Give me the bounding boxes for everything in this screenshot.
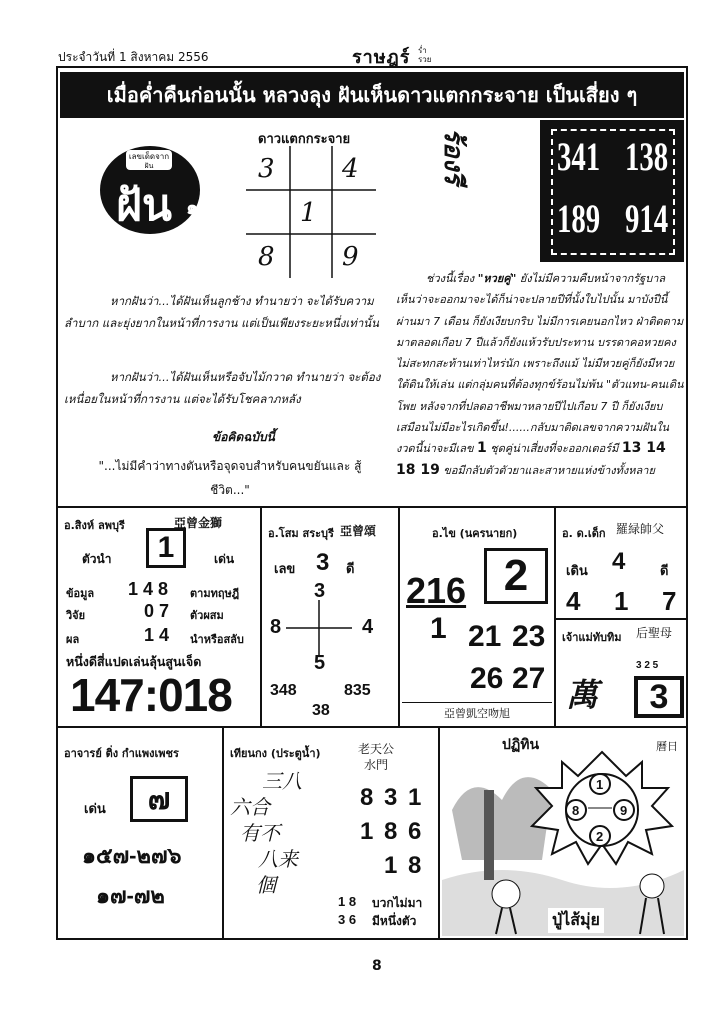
dream-logo-main: ฝัน — [116, 180, 172, 231]
cell6-row-2: ๑๗-๗๒ — [96, 883, 165, 908]
cell1-title: อ.สิงห์ ลพบุรี — [64, 519, 125, 532]
cell2-n2: 835 — [344, 682, 371, 699]
cell7-footer-2-num: 3 6 — [338, 912, 357, 927]
cell7-footer-1-num: 1 8 — [338, 894, 357, 909]
cell8-footer: ปู่ไส้มุ่ย — [548, 908, 604, 933]
dream-logo-small: เลขเด็ดจาก — [128, 152, 170, 161]
star-grid-cell-center: 1 — [300, 198, 317, 228]
article-pairs: 13 14 18 19 — [396, 440, 666, 478]
article-pair-text: ชุดคู่น่าเสี่ยงที่จะออกเตอร์มี — [490, 442, 619, 456]
cell2-n1: 348 — [270, 682, 297, 699]
section-divider-top — [58, 506, 686, 508]
cell1-r3-num: 1 4 — [144, 625, 170, 645]
cell2-number: 3 — [316, 549, 330, 576]
star-grid-title: ดาวแตกกระจาย — [258, 132, 351, 147]
cell8-left: 8 — [572, 803, 580, 818]
dream-paragraph-1: หากฝันว่า...ได้ฝันเห็นลูกช้าง ทำนายว่า จะได้รับความลำบาก และยุ่งยากในหน้าที่การงาน แต่เป็นเพียงระยะหนึ่งเท่านั้น — [64, 294, 380, 330]
col-divider-3 — [554, 506, 556, 726]
cell1-lead-label: ตัวนำ — [82, 552, 112, 566]
cell7-chinese-1: 老天公 — [358, 742, 395, 756]
cell3-title: อ.ไข (นครนายก) — [432, 527, 518, 540]
page-number: 8 — [372, 958, 382, 974]
cell1-phrase: หนึ่งดีสี่แปดเล่นลุ้นสูนเจ็ด — [66, 654, 202, 669]
cell4-divider — [554, 618, 686, 620]
cell4-chinese: 羅緑帥父 — [616, 522, 665, 536]
cell1-r3-tail: นำหรือสลับ — [190, 633, 244, 646]
cell3-boxed: 2 — [484, 548, 548, 604]
cell8-title: ปฏิทิน — [502, 737, 540, 753]
cell7-calligraphy-4: 八来 — [258, 847, 298, 871]
star-grid-cell-tr: 4 — [342, 154, 359, 184]
article-tail: ขอมีกลับตัวตัวยาและสาหายแห่งข้างทั้งหลาย — [443, 463, 655, 477]
cell1-r1-label: ข้อมูล — [66, 587, 95, 600]
cell6-title: อาจารย์ ติ่ง กำแพงเพชร — [64, 747, 179, 760]
cell1-r2-label: วิจัย — [66, 609, 86, 622]
cell2-cross — [286, 600, 352, 656]
col-divider-4 — [222, 726, 224, 938]
cell1-r3-label: ผล — [66, 633, 80, 646]
cell8-illustration — [442, 730, 684, 936]
article-pair-prefix: 1 — [477, 440, 487, 457]
cell3-n21: 21 — [468, 620, 502, 653]
cell6-row-1: ๑๕๗-๒๗๖ — [82, 843, 182, 868]
star-grid-cell-tl: 3 — [258, 154, 275, 184]
col-divider-5 — [438, 726, 440, 938]
lottery-article — [396, 268, 686, 481]
cell8-chinese: 曆日 — [656, 740, 678, 753]
cell8-bottom: 2 — [596, 829, 604, 844]
cell1-r2-tail: ตัวผสม — [190, 609, 224, 622]
cell8-top: 1 — [596, 777, 604, 792]
cell2-bottom: 5 — [314, 652, 326, 674]
cell4-label-left: เดิน — [566, 564, 588, 579]
article-lead: ช่วงนี้เรื่อง — [426, 272, 475, 285]
cell5-calligraphy: 萬 — [566, 676, 599, 714]
cell3-n23: 23 — [512, 620, 546, 653]
cell7-calligraphy-5: 個 — [256, 873, 276, 897]
cell7-chinese-2: 水門 — [364, 758, 389, 772]
article-body: ยังไม่มีความคืบหน้าจากรัฐบาล เห็นว่าจะออกมาจะได้ก็น่าจะปลายปีที่นั้งใบไปนั้น มาบังปีนี้ผ่านมา 7 เดือน ก็ยังเงียบกริบ ไม่มีการเคยนอกไหว ฝ่าติดตามมาตลอดเกือบ 7 ปีแล้วก็ยังแห้วรับประทาน บรรดาคอหวยคงไม่สะทกสะท้านเท่าไหร่นัก เพราะถึงแม้ ไม่มีหวยคู่ก็ยังมีหวยใต้ดินให้เล่น แต่กลุ่มคนที่ต้องทุกข์ร้อนไม่พ้น "ตัวแทน-คนเดินโพย หลังจากที่ปลดอาชีพมาหลายปีไปเกือบ 7 ปี ก็ยังเงียบเสมือนไม่มีอะไรเกิดขึ้น!......กลับมาติดเลขจากความฝันในงวดนี้น่าจะมีเลข — [396, 272, 684, 456]
cell1-hot-label: เด่น — [214, 552, 235, 566]
cell6-boxed: ๗ — [130, 776, 188, 822]
lucky-number-4: 914 — [625, 196, 669, 241]
cell1-r1-num: 1 4 8 — [128, 579, 169, 599]
lucky-numbers-box — [540, 120, 684, 262]
cell7-footer-1-text: บวกไม่มา — [372, 896, 423, 910]
cell7-calligraphy-3: 有不 — [240, 821, 280, 845]
cell3-n216: 216 — [406, 570, 467, 611]
cell4-title: อ. ด.เด็ก — [562, 527, 606, 540]
cell3-n27: 27 — [512, 662, 546, 695]
cell3-chinese: 亞曾凱空吻旭 — [402, 702, 552, 721]
newspaper-logo-suffix: ร่ำ รวย — [418, 46, 432, 64]
lucky-number-3: 189 — [557, 196, 601, 241]
cell2-chinese: 亞曾頌 — [340, 524, 377, 538]
cell4-row-3: 7 — [662, 586, 677, 616]
newspaper-logo: ราษฎร์ — [352, 47, 411, 68]
cell2-label-right: ดี — [346, 562, 355, 577]
cell2-n3: 38 — [312, 702, 330, 719]
cell5-boxed: 3 — [634, 676, 684, 718]
lucky-number-2: 138 — [625, 134, 669, 179]
cell1-r1-tail: ตามทฤษฎี — [190, 587, 240, 600]
cell4-row-1: 4 — [566, 586, 581, 616]
cell2-title: อ.โสม สระบุรี — [268, 527, 334, 540]
issue-date: ประจำวันที่ 1 สิงหาคม 2556 — [58, 50, 209, 64]
cell2-top: 3 — [314, 580, 326, 602]
star-grid-cell-br: 9 — [342, 242, 359, 272]
cell7-n1: 8 3 1 — [360, 784, 424, 811]
dream-logo-sub: ฝัน — [144, 162, 154, 170]
cell4-number: 4 — [612, 548, 626, 575]
cell2-right: 4 — [362, 616, 374, 638]
cell7-calligraphy-2: 六合 — [230, 795, 270, 819]
cell7-n2: 1 8 6 — [360, 818, 424, 845]
cell6-hot-label: เด่น — [84, 802, 106, 817]
cell3-n1: 1 — [430, 612, 447, 645]
cell4-label-right: ดี — [660, 564, 669, 579]
cell7-footer-2-text: มีหนึ่งตัว — [372, 914, 417, 928]
cell5-small: 3 2 5 — [636, 660, 659, 671]
cell5-chinese: 后聖母 — [636, 626, 673, 640]
dream-logo — [94, 142, 202, 238]
vertical-scribble: ร้องรี — [438, 128, 468, 185]
cell8-right: 9 — [620, 803, 628, 818]
cell1-r2-num: 0 7 — [144, 601, 170, 621]
motto-title: ข้อคิดฉบับนี้ — [212, 430, 275, 444]
col-divider-2 — [398, 506, 400, 726]
cell1-chinese: 亞曾金獅 — [174, 516, 223, 530]
cell7-n3: 1 8 — [384, 852, 424, 879]
cell1-big-number: 147:018 — [70, 669, 232, 721]
cell1-lead-number: 1 — [146, 528, 186, 568]
headline: เมื่อค่ำคืนก่อนนั้น หลวงลุง ฝันเห็นดาวแตกกระจาย เป็นเสี่ยง ๆ — [60, 72, 684, 118]
article-keyword: "หวยคู่" — [477, 272, 517, 285]
dream-logo-num: ๑ — [186, 195, 199, 219]
motto-text: "...ไม่มีคำว่าทางตันหรือจุดจบสำหรับคนขยันและ สู้ชีวิต..." — [98, 459, 362, 497]
cell7-title: เทียนกง (ประตูน้ำ) — [230, 747, 321, 760]
cell5-title: เจ้าแม่ทับทิม — [562, 631, 622, 644]
cell4-row-2: 1 — [614, 586, 629, 616]
lucky-number-1: 341 — [557, 134, 601, 179]
cell2-left: 8 — [270, 616, 282, 638]
cell7-calligraphy-1: 三八 — [262, 769, 302, 793]
section-divider-middle — [58, 726, 686, 728]
cell3-n26: 26 — [470, 662, 504, 695]
star-grid-cell-bl: 8 — [258, 242, 275, 272]
col-divider-1 — [260, 506, 262, 726]
cell2-label-left: เลข — [274, 562, 296, 577]
dream-paragraph-2: หากฝันว่า...ได้ฝันเห็นหรือจับไม้กวาด ทำนายว่า จะต้องเหนื่อยในหน้าที่การงาน แต่จะได้รับโชคลาภหลัง — [64, 370, 381, 406]
